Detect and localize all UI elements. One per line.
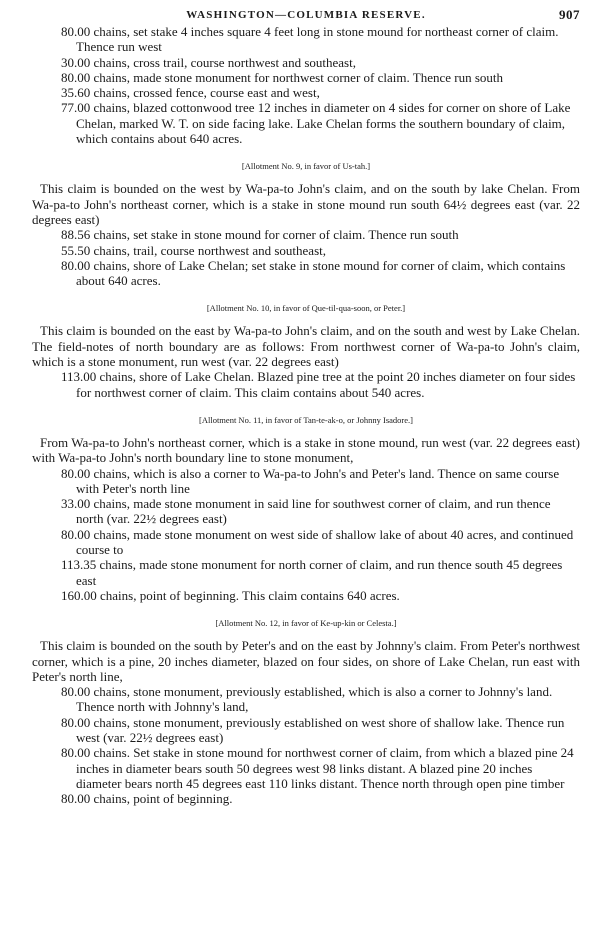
survey-entry: 35.60 chains, crossed fence, course east and west,: [61, 85, 320, 101]
survey-entry: 160.00 chains, point of beginning. This claim contains 640 acres.: [61, 587, 400, 603]
survey-entry: 80.00 chains. Set stake in stone mound for northwest corner of claim, from which a blazed pine 24 inches in diameter bears south 50 degrees west 98 links distant. A blazed pine 20 inches diameter bears north 45 degrees east 110 links distant. Thence north through open pine timber: [61, 745, 574, 791]
allotment-caption: [Allotment No. 10, in favor of Que-til-qua-soon, or Peter.]: [206, 303, 406, 314]
page-number: 907: [559, 7, 580, 22]
allotment-intro: This claim is bounded on the east by Wa-pa-to John's claim, and on the south and west by Lake Chelan. The field-notes of north boundary are as follows: From northwest corner of Wa-pa-to John's claim, which is a stone monument, run west (var. 22 degrees east): [32, 323, 580, 370]
allotment-caption: [Allotment No. 11, in favor of Tan-te-ak-o, or Johnny Isadore.]: [199, 414, 413, 425]
survey-entry: 88.56 chains, set stake in stone mound for corner of claim. Thence run south: [61, 227, 459, 243]
section-allotment-11: [32, 414, 580, 603]
survey-entry: 80.00 chains, stone monument, previously established on west shore of shallow lake. Thence run west (var. 22½ degrees east): [61, 714, 565, 745]
section-allotment-12: [32, 617, 580, 806]
survey-entry: 33.00 chains, made stone monument in said line for southwest corner of claim, and run thence north (var. 22½ degrees east): [61, 496, 551, 527]
survey-entry: 80.00 chains, shore of Lake Chelan; set stake in stone mound for corner of claim, which contains about 640 acres.: [61, 257, 566, 289]
survey-entry: 30.00 chains, cross trail, course northwest and southeast,: [61, 54, 356, 70]
survey-entry: 113.35 chains, made stone monument for north corner of claim, and run thence south 45 degrees east: [61, 557, 563, 588]
section-continuation: [32, 24, 580, 146]
header-title: WASHINGTON—COLUMBIA RESERVE.: [186, 9, 426, 21]
survey-entry: 55.50 chains, trail, course northwest and southeast,: [61, 242, 326, 258]
survey-entry: 80.00 chains, made stone monument for northwest corner of claim. Thence run south: [61, 69, 504, 85]
running-header: [32, 6, 580, 24]
section-allotment-10: [32, 302, 580, 399]
survey-entry: 80.00 chains, stone monument, previously established, which is also a corner to Johnny's land. Thence north with Johnny's land,: [61, 684, 553, 715]
survey-entry: 80.00 chains, made stone monument on west side of shallow lake of about 40 acres, and continued course to: [61, 526, 574, 558]
survey-entry: 113.00 chains, shore of Lake Chelan. Blazed pine tree at the point 20 inches diameter on four sides for northwest corner of claim. This claim contains about 540 acres.: [61, 369, 576, 400]
allotment-intro: This claim is bounded on the west by Wa-pa-to John's claim, and on the south by lake Chelan. From Wa-pa-to John's northeast corner, which is a stake in stone mound run south 64½ degrees east (var. 22 degrees east): [32, 181, 580, 227]
allotment-caption: [Allotment No. 12, in favor of Ke-up-kin or Celesta.]: [215, 618, 397, 629]
survey-entry: 80.00 chains, which is also a corner to Wa-pa-to John's and Peter's land. Thence on same course with Peter's north line: [61, 465, 560, 496]
survey-entry: 80.00 chains, set stake 4 inches square 4 feet long in stone mound for northeast corner of claim. Thence run west: [61, 24, 559, 55]
allotment-intro: From Wa-pa-to John's northeast corner, which is a stake in stone mound, run west (var. 22 degrees east) with Wa-pa-to John's north boundary line to stone monument,: [32, 434, 580, 466]
section-allotment-9: [32, 160, 580, 288]
allotment-caption: [Allotment No. 9, in favor of Us-tah.]: [241, 161, 371, 172]
allotment-intro: This claim is bounded on the south by Peter's and on the east by Johnny's claim. From Peter's northwest corner, which is a pine, 20 inches diameter, blazed on four sides, on shore of Lake Chelan, run east with Peter's north line,: [32, 638, 580, 684]
survey-entry: 77.00 chains, blazed cottonwood tree 12 inches in diameter on 4 sides for corner on shore of Lake Chelan, marked W. T. on side facing lake. Lake Chelan forms the southern boundary of claim, which contains about 640 acres.: [61, 100, 571, 147]
survey-entry: 80.00 chains, point of beginning.: [61, 791, 233, 807]
